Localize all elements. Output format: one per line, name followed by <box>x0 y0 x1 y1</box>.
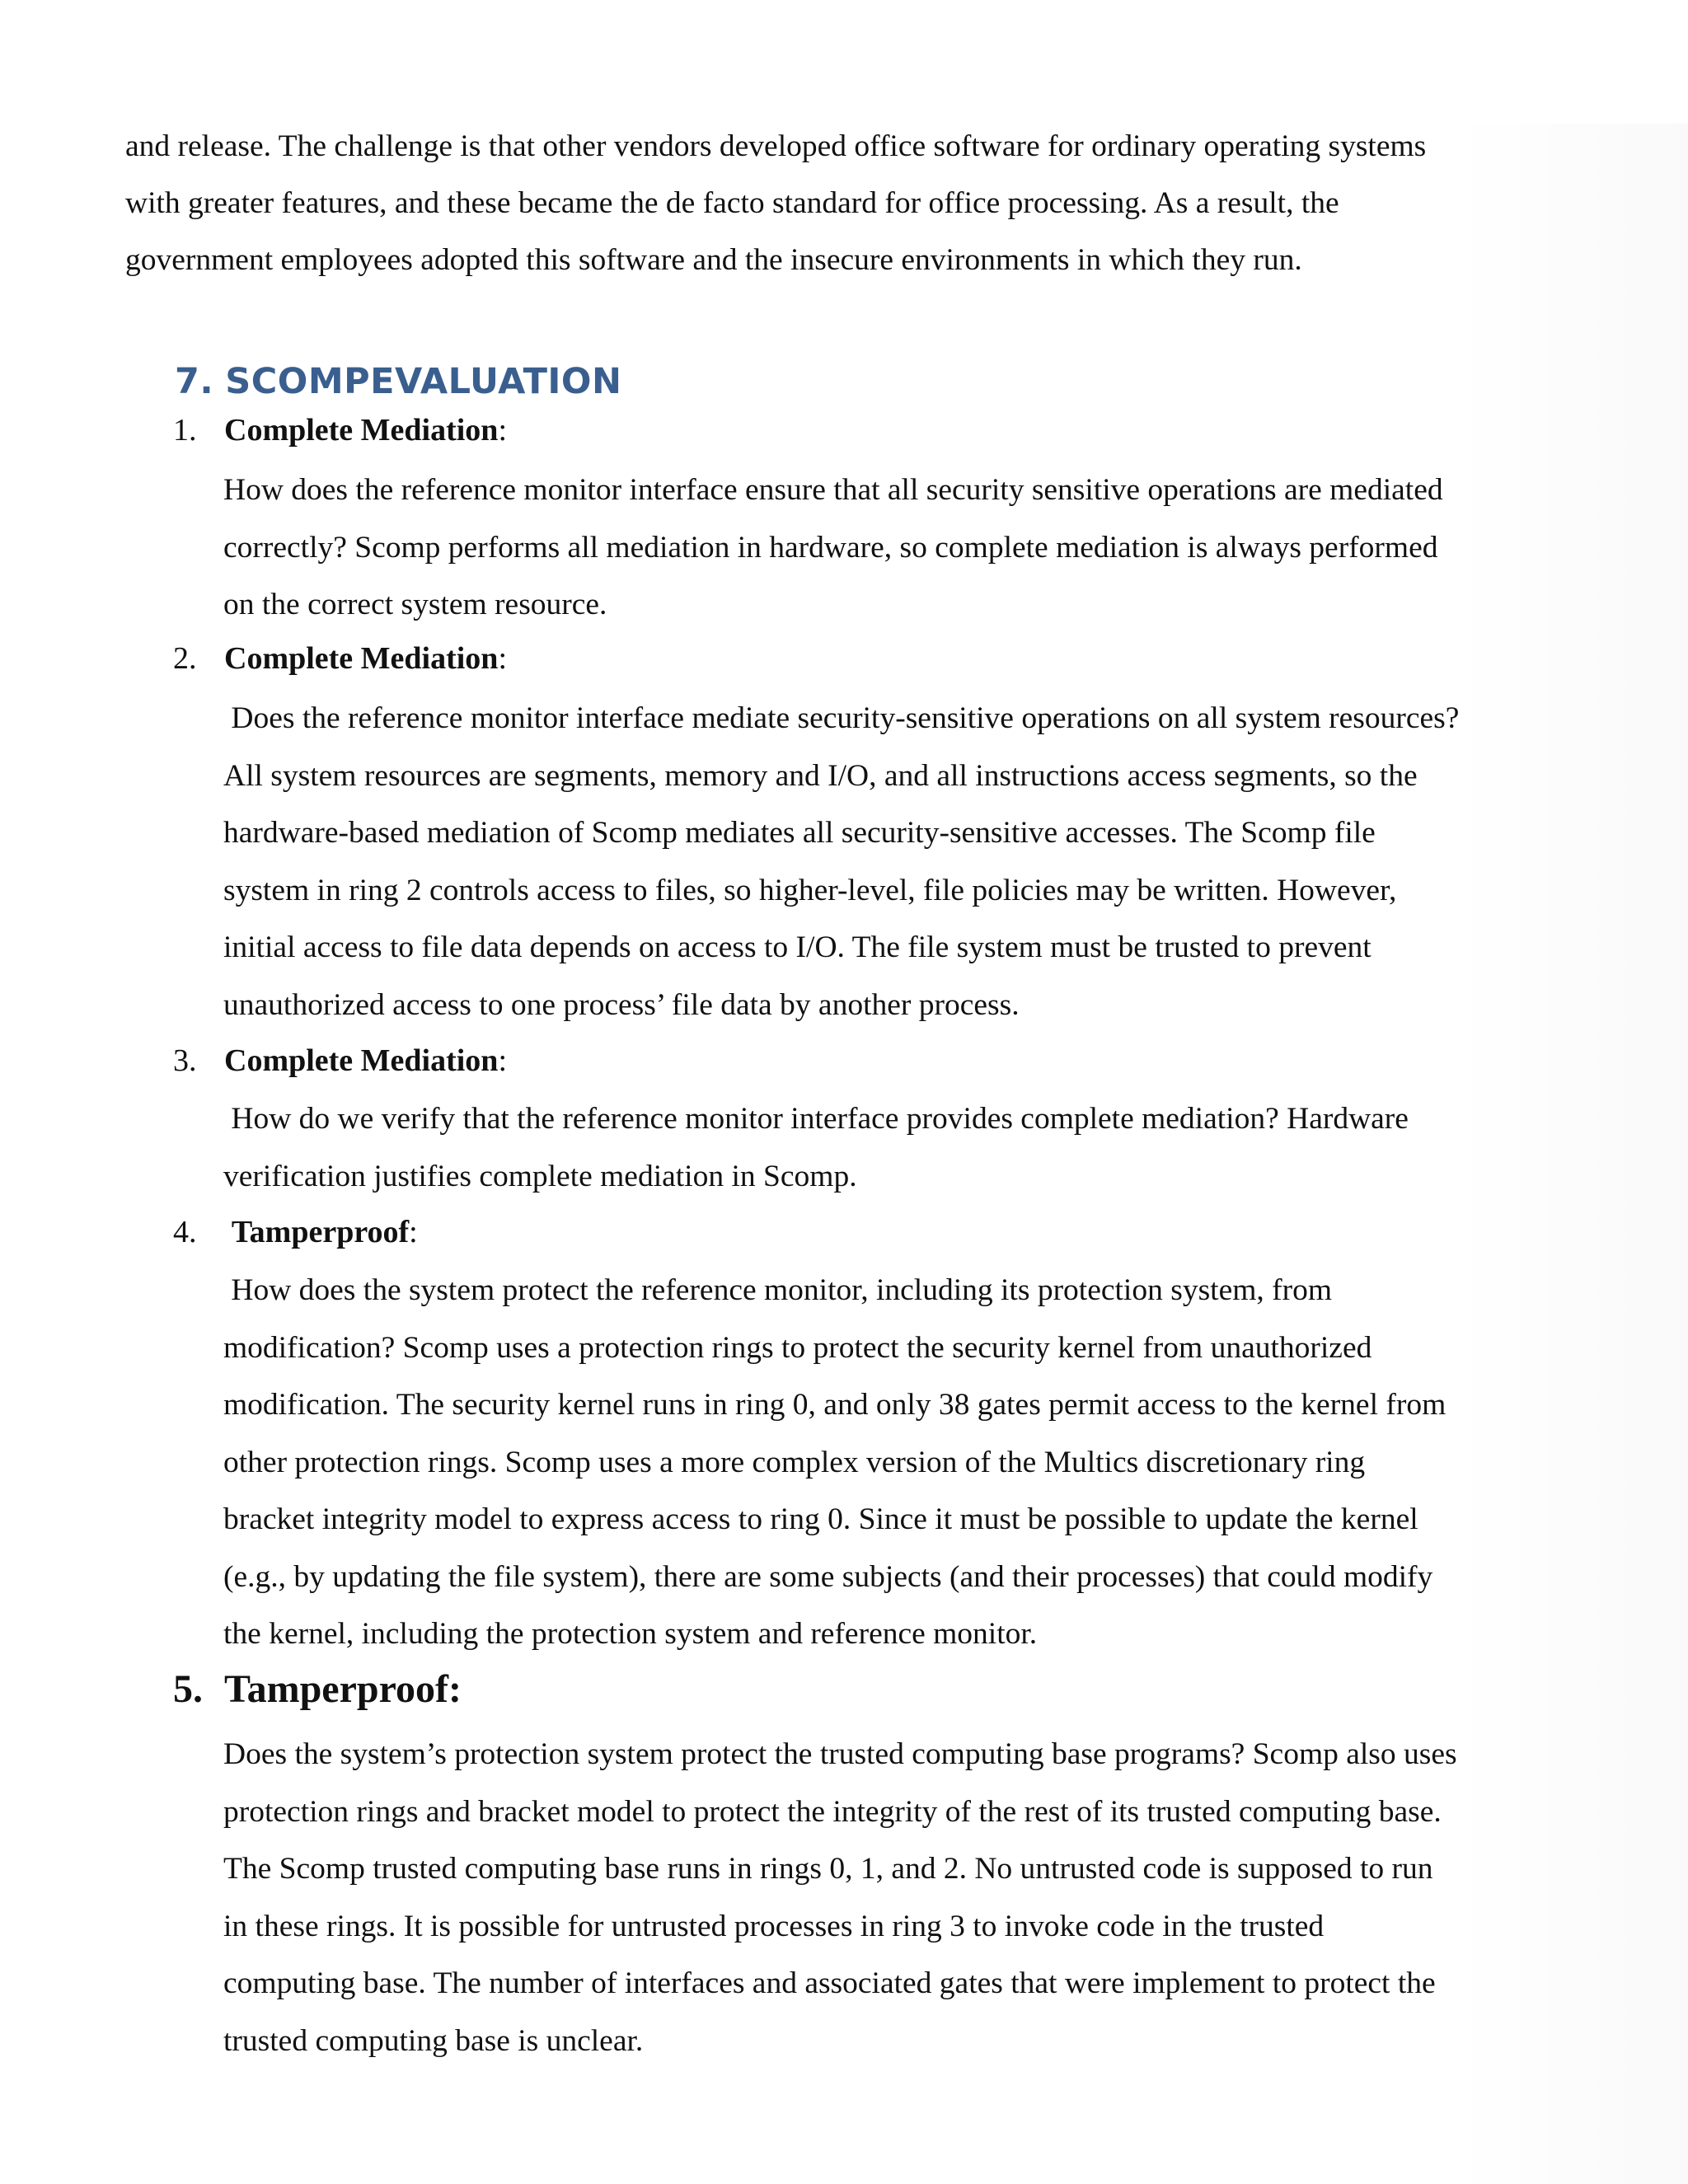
section-title: SCOMPEVALUATION <box>225 361 622 402</box>
body-line: modification? Scomp uses a protection rings to protect the security kernel from unauthorized <box>223 1330 1372 1365</box>
body-line: How do we verify that the reference monitor interface provides complete mediation? Hardware <box>223 1102 1409 1136</box>
item-2-body <box>223 690 1559 1033</box>
body-line: hardware-based mediation of Scomp mediates all security-sensitive accesses. The Scomp file <box>223 816 1376 850</box>
body-line: initial access to file data depends on access to I/O. The file system must be trusted to prevent <box>223 930 1372 964</box>
body-line: (e.g., by updating the file system), there are some subjects (and their processes) that could modify <box>223 1559 1433 1594</box>
item-suffix: : <box>498 413 508 448</box>
section-heading <box>175 361 621 402</box>
item-number: 1. <box>173 413 197 448</box>
intro-line: government employees adopted this software and the insecure environments in which they run. <box>125 243 1302 277</box>
body-line: modification. The security kernel runs in ring 0, and only 38 gates permit access to the kernel from <box>223 1388 1447 1422</box>
body-line: bracket integrity model to express access to ring 0. Since it must be possible to update the kernel <box>223 1502 1418 1536</box>
section-number: 7. <box>175 361 214 402</box>
body-line: correctly? Scomp performs all mediation in hardware, so complete mediation is always performed <box>223 530 1438 565</box>
item-1-title <box>173 411 507 449</box>
intro-paragraph <box>125 118 1559 288</box>
item-3-title <box>173 1042 507 1080</box>
item-label: Complete Mediation <box>224 413 499 448</box>
body-line: the kernel, including the protection system and reference monitor. <box>223 1617 1038 1651</box>
item-4-body <box>223 1262 1559 1663</box>
body-line: in these rings. It is possible for untrusted processes in ring 3 to invoke code in the trusted <box>223 1909 1325 1943</box>
item-3-body <box>223 1090 1559 1205</box>
item-4-title <box>173 1213 418 1251</box>
item-number: 5. <box>173 1667 203 1711</box>
item-number: 4. <box>173 1215 197 1249</box>
body-line: unauthorized access to one process’ file data by another process. <box>223 987 1020 1022</box>
item-label: Tamperproof <box>224 1215 410 1249</box>
item-suffix: : <box>498 1043 508 1078</box>
item-label: Tamperproof <box>224 1667 449 1711</box>
intro-line: and release. The challenge is that other vendors developed office software for ordinary operating systems <box>125 129 1427 163</box>
body-line: How does the system protect the reference monitor, including its protection system, from <box>223 1273 1333 1307</box>
body-line: protection rings and bracket model to protect the integrity of the rest of its trusted computing base. <box>223 1794 1442 1829</box>
item-number: 3. <box>173 1043 197 1078</box>
body-line: on the correct system resource. <box>223 588 607 621</box>
item-suffix: : <box>498 641 508 676</box>
body-line: The Scomp trusted computing base runs in rings 0, 1, and 2. No untrusted code is supposed to run <box>223 1852 1433 1886</box>
item-2-title <box>173 640 507 677</box>
item-label: Complete Mediation <box>224 641 499 676</box>
item-label: Complete Mediation <box>224 1043 499 1078</box>
item-suffix: : <box>409 1215 418 1249</box>
body-line: How does the reference monitor interface ensure that all security sensitive operations are mediated <box>223 473 1443 507</box>
body-line: Does the reference monitor interface mediate security-sensitive operations on all system resources? <box>223 701 1460 735</box>
body-line: All system resources are segments, memory and I/O, and all instructions access segments, so the <box>223 758 1418 793</box>
intro-line: with greater features, and these became the de facto standard for office processing. As a result, the <box>125 186 1339 220</box>
body-line: Does the system’s protection system protect the trusted computing base programs? Scomp also uses <box>223 1737 1457 1771</box>
item-5-title <box>173 1667 462 1711</box>
body-line: other protection rings. Scomp uses a more complex version of the Multics discretionary ring <box>223 1445 1366 1479</box>
item-number: 2. <box>173 641 197 676</box>
body-line: computing base. The number of interfaces and associated gates that were implement to protect the <box>223 1966 1436 2000</box>
item-5-body <box>223 1726 1559 2069</box>
item-suffix: : <box>448 1667 462 1711</box>
body-line: trusted computing base is unclear. <box>223 2023 644 2058</box>
item-1-body <box>223 462 1559 634</box>
body-line: verification justifies complete mediation in Scomp. <box>223 1159 857 1193</box>
body-line: system in ring 2 controls access to files, so higher-level, file policies may be written. However, <box>223 873 1397 907</box>
